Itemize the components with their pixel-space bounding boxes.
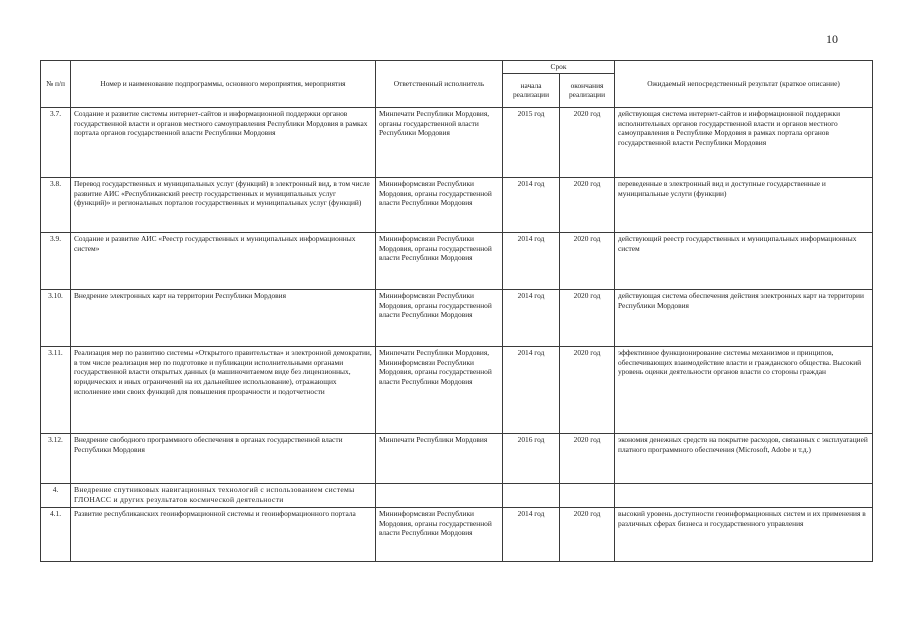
row-name: Реализация мер по развитию системы «Открытого правительства» и электронной демократии, в том числе реализация мер по подготовке и публикации исполнительными органами государственной власти открытых данных (в машиночитаемом виде без лицензионных, юридических и иных ограничений на их дальнейшее использование), отражающих исполнение ими своих функций для повышения прозрачности и подотчетности — [71, 346, 376, 433]
row-executor: Минпечати Республики Мордовия — [376, 433, 503, 483]
row-result: высокий уровень доступности геоинформационных систем и их применения в различных сферах бизнеса и государственного управления — [615, 507, 873, 561]
row-start: 2016 год — [503, 433, 560, 483]
table-row — [41, 289, 873, 346]
table-row — [41, 177, 873, 232]
row-executor — [376, 483, 503, 507]
row-name: Внедрение спутниковых навигационных технологий с использованием системы ГЛОНАСС и других результатов космической деятельности — [71, 483, 376, 507]
header-result: Ожидаемый непосредственный результат (краткое описание) — [615, 61, 873, 108]
row-name: Внедрение свободного программного обеспечения в органах государственной власти Республики Мордовия — [71, 433, 376, 483]
row-end: 2020 год — [560, 289, 615, 346]
row-executor: Мининформсвязи Республики Мордовия, органы государственной власти Республики Мордовия — [376, 289, 503, 346]
row-result: переведенные в электронный вид и доступные государственные и муниципальные услуги (функции) — [615, 177, 873, 232]
table-row — [41, 433, 873, 483]
row-start — [503, 483, 560, 507]
table-body — [41, 107, 873, 561]
row-num: 4. — [41, 483, 71, 507]
table-header — [41, 61, 873, 108]
row-num: 4.1. — [41, 507, 71, 561]
table-row — [41, 107, 873, 177]
row-num: 3.11. — [41, 346, 71, 433]
table-row — [41, 232, 873, 289]
row-name: Создание и развитие АИС «Реестр государственных и муниципальных информационных систем» — [71, 232, 376, 289]
header-end: окончания реализации — [560, 73, 615, 107]
table-row — [41, 483, 873, 507]
row-name: Развитие республиканских геоинформационной системы и геоинформационного портала — [71, 507, 376, 561]
row-end: 2020 год — [560, 346, 615, 433]
row-start: 2014 год — [503, 346, 560, 433]
row-start: 2014 год — [503, 507, 560, 561]
row-result: действующий реестр государственных и муниципальных информационных систем — [615, 232, 873, 289]
row-executor: Мининформсвязи Республики Мордовия, органы государственной власти Республики Мордовия — [376, 177, 503, 232]
row-result: действующая система интернет-сайтов и информационной поддержки исполнительных органов государственной власти и органов местного самоуправления в Республике Мордовия в рамках портала органов государственной власти Республики Мордовия — [615, 107, 873, 177]
row-num: 3.8. — [41, 177, 71, 232]
row-name: Перевод государственных и муниципальных услуг (функций) в электронный вид, в том числе развитие АИС «Республиканский реестр государственных и муниципальных услуг (функций)» и региональных порталов государственных и муниципальных услуг (функций) — [71, 177, 376, 232]
table-row — [41, 507, 873, 561]
row-result: действующая система обеспечения действия электронных карт на территории Республики Мордовия — [615, 289, 873, 346]
row-num: 3.12. — [41, 433, 71, 483]
row-executor: Мининформсвязи Республики Мордовия, органы государственной власти Республики Мордовия — [376, 232, 503, 289]
row-num: 3.9. — [41, 232, 71, 289]
table-row — [41, 346, 873, 433]
header-name: Номер и наименование подпрограммы, основного мероприятия, мероприятия — [71, 61, 376, 108]
row-end: 2020 год — [560, 232, 615, 289]
row-num: 3.10. — [41, 289, 71, 346]
header-num: № п/п — [41, 61, 71, 108]
row-executor: Мининформсвязи Республики Мордовия, органы государственной власти Республики Мордовия — [376, 507, 503, 561]
row-start: 2014 год — [503, 232, 560, 289]
activities-table — [40, 60, 873, 562]
row-end: 2020 год — [560, 177, 615, 232]
row-result — [615, 483, 873, 507]
row-name: Создание и развитие системы интернет-сайтов и информационной поддержки органов государственной власти и органов местного самоуправления Республики Мордовия в рамках портала органов государственной власти Республики Мордовия — [71, 107, 376, 177]
row-start: 2014 год — [503, 177, 560, 232]
row-result: эффективное функционирование системы механизмов и принципов, обеспечивающих взаимодействие власти и гражданского общества. Высокий уровень оценки деятельности органов власти со стороны граждан — [615, 346, 873, 433]
header-executor: Ответственный исполнитель — [376, 61, 503, 108]
header-term: Срок — [503, 61, 615, 74]
row-name: Внедрение электронных карт на территории Республики Мордовия — [71, 289, 376, 346]
row-end: 2020 год — [560, 507, 615, 561]
row-executor: Минпечати Республики Мордовия, Мининформсвязи Республики Мордовия, органы государственной власти Республики Мордовия — [376, 346, 503, 433]
header-start: начала реализации — [503, 73, 560, 107]
row-result: экономия денежных средств на покрытие расходов, связанных с эксплуатацией платного программного обеспечения (Microsoft, Adobe и т.д.) — [615, 433, 873, 483]
row-executor: Минпечати Республики Мордовия, органы государственной власти Республики Мордовия — [376, 107, 503, 177]
row-end: 2020 год — [560, 107, 615, 177]
row-end — [560, 483, 615, 507]
row-num: 3.7. — [41, 107, 71, 177]
row-start: 2014 год — [503, 289, 560, 346]
row-start: 2015 год — [503, 107, 560, 177]
row-end: 2020 год — [560, 433, 615, 483]
page-number: 10 — [826, 32, 838, 46]
